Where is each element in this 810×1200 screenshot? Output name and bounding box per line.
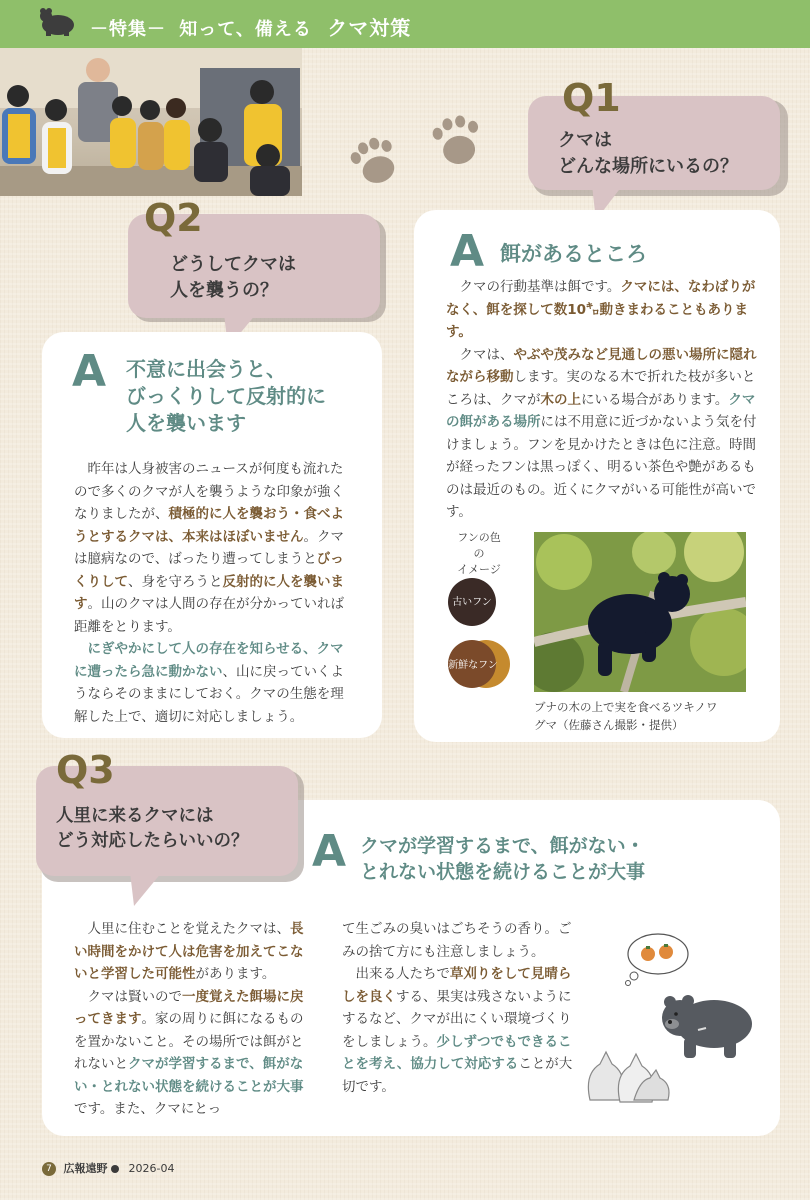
q2-question xyxy=(170,252,296,304)
q1-question xyxy=(558,128,738,180)
bear-photo-caption xyxy=(534,698,754,734)
highlight-text: 積極的に人を襲おう・食べようとするクマは、本来はほぼいません xyxy=(74,506,344,545)
body-text: にいる場合があります。 xyxy=(581,391,729,408)
q2-mark: Q2 xyxy=(144,196,203,240)
q3-answer-heading xyxy=(360,834,645,885)
highlight-text: 長い時間をかけて人は危害を加えてこないと学習した可能性 xyxy=(74,921,304,982)
q1-answer-heading: 餌があるところ xyxy=(500,242,647,266)
highlight-text: やぶや茂みなど見通しの悪い場所に隠れながら移動 xyxy=(446,346,757,385)
bear-logo-icon xyxy=(38,8,78,40)
caption-line: ブナの木の上で実を食べるツキノワ xyxy=(534,700,718,714)
header-main-title: クマ対策 xyxy=(327,16,412,40)
header-subtitle: 知って、備える xyxy=(179,19,312,40)
body-text: 、身を守ろうと xyxy=(128,573,223,590)
q2-heading-line: 不意に出会うと、 xyxy=(126,357,286,381)
highlight-text: クマが学習するまで、餌がない・とれない状態を続けることが大事 xyxy=(74,1056,304,1095)
q3-answer-body-right xyxy=(342,918,574,1098)
q2-heading-line: びっくりして反射的に xyxy=(126,384,326,408)
fresh-feces-label: 新鮮なフン xyxy=(448,660,498,671)
body-text: クマは、 xyxy=(459,346,514,363)
body-text: クマは賢いので xyxy=(87,988,182,1005)
paw-print-icon xyxy=(346,134,406,194)
highlight-text: 一度覚えた餌場に戻ってきます xyxy=(74,988,304,1027)
q3-answer-body-left xyxy=(74,918,306,1121)
q2-answer-body xyxy=(74,458,356,728)
header-tag: －特集－ xyxy=(90,19,166,40)
body-text: します。実のなる木で折れた枝が多いところは、クマが xyxy=(446,369,756,408)
body-text: 。クマは臆病なので、ばったり遭ってしまうと xyxy=(74,528,344,567)
publication-name: 広報遠野 xyxy=(63,1162,108,1175)
paragraph xyxy=(74,918,306,986)
dot-icon xyxy=(111,1165,119,1173)
legend-title-line: イメージ xyxy=(457,563,501,576)
body-text: です。また、クマにとっ xyxy=(74,1101,222,1117)
body-text: 。山のクマは人間の存在が分かっていれば距離をとります。 xyxy=(74,596,344,635)
q2-question-line: どうしてクマは xyxy=(170,254,296,275)
garbage-bags-icon xyxy=(584,1040,674,1108)
highlight-text: 少しずつでもできることを考え、協力して対応する xyxy=(342,1033,572,1072)
q1-mark: Q1 xyxy=(562,76,621,120)
bear-in-tree-photo xyxy=(534,532,746,692)
body-text: には不用意に近づかないよう気を付けましょう。フンを見かけたときは色に注意。時間が経ったフンは黒っぽく、明るい茶色や艶があるものは最近のもの。近くにクマがいる可能性が高いです。 xyxy=(446,414,757,520)
q3-question-line: どう対応したらいいの？ xyxy=(56,831,249,852)
q3-heading-line: クマが学習するまで、餌がない・ xyxy=(360,835,645,857)
q3-question-line: 人里に来るクマには xyxy=(56,806,214,826)
body-text: があります。 xyxy=(195,966,276,982)
highlight-text: 草刈りをして見晴らしを良く xyxy=(342,966,572,1005)
body-text: て生ごみの臭いはごちそうの香り。ごみの捨て方にも注意しましょう。 xyxy=(342,921,572,960)
body-text: する、果実は残さないようにするなど、クマが出にくい環境づくりをしましょう。 xyxy=(342,988,572,1050)
highlight-text: クマには、なわばりがなく、餌を探して数10㌔動きまわることもあります。 xyxy=(446,279,756,340)
q2-heading-line: 人を襲います xyxy=(126,411,246,435)
q3-heading-line: とれない状態を続けることが大事 xyxy=(360,860,646,883)
highlight-text: びっくりして xyxy=(74,551,344,590)
body-text: 昨年は人身被害のニュースが何度も流れたので多くのクマが人を襲うような印象が強くなりましたが、 xyxy=(74,461,344,522)
persimmon-thought-bubble-icon xyxy=(620,930,690,990)
feces-legend-title xyxy=(452,530,506,578)
paragraph xyxy=(342,918,574,963)
highlight-text: クマの餌がある場所 xyxy=(446,391,756,430)
paragraph xyxy=(446,276,758,344)
body-text: ことが大切です。 xyxy=(342,1056,573,1095)
header-title xyxy=(90,12,411,41)
q3-question xyxy=(56,804,249,855)
paragraph xyxy=(74,458,356,638)
q1-answer-body xyxy=(446,276,758,524)
workshop-photo xyxy=(0,48,302,196)
paw-print-icon xyxy=(428,112,488,176)
q1-answer-mark: A xyxy=(450,226,485,277)
caption-line: グマ（佐藤さん撮影・提供） xyxy=(534,718,684,732)
issue-date: 2026-04 xyxy=(128,1162,175,1175)
paragraph xyxy=(74,986,306,1121)
q3-bubble-tail xyxy=(130,872,164,908)
q1-question-line: クマは xyxy=(558,130,612,151)
q3-mark: Q3 xyxy=(56,748,115,792)
q1-question-line: どんな場所にいるの？ xyxy=(558,156,738,178)
legend-title-line: フンの色の xyxy=(457,531,501,560)
highlight-text: 反射的に人を襲います xyxy=(74,573,344,612)
paragraph xyxy=(74,638,356,728)
paragraph xyxy=(446,344,758,524)
body-text: 、山に戻っていくようならそのままにしておく。クマの生態を理解した上で、適切に対応しましょう。 xyxy=(74,663,344,725)
highlight-text: にぎやかにして人の存在を知らせる、クマに遭ったら急に動かない xyxy=(74,641,344,680)
q2-answer-heading xyxy=(126,356,326,437)
body-text: 出来る人たちで xyxy=(355,966,450,982)
q2-question-line: 人を襲うの？ xyxy=(170,280,278,302)
highlight-text: 木の上 xyxy=(540,391,581,408)
page-number: 7 xyxy=(46,1164,52,1174)
footer xyxy=(42,1160,174,1176)
page-number-badge xyxy=(42,1162,56,1176)
q2-answer-mark: A xyxy=(72,346,107,397)
body-text: 人里に住むことを覚えたクマは、 xyxy=(87,921,290,937)
paragraph xyxy=(342,963,574,1098)
old-feces-label: 古いフン xyxy=(452,597,492,608)
q3-answer-mark: A xyxy=(312,826,347,877)
body-text: クマの行動基準は餌です。 xyxy=(459,279,621,295)
body-text: 。家の周りに餌になるものを置かないこと。その場所では餌がとれないと xyxy=(74,1011,304,1072)
